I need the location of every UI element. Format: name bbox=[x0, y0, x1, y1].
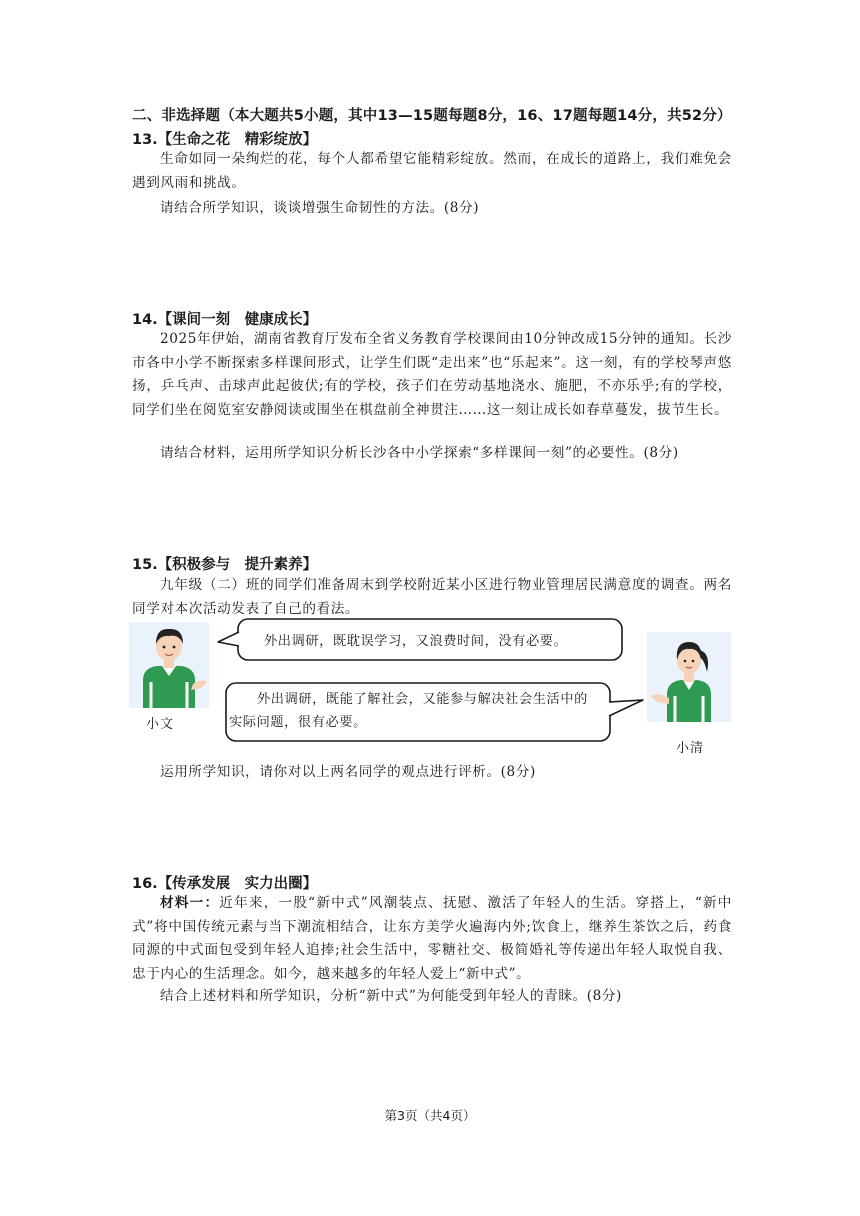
page-footer: 第3页（共4页） bbox=[384, 1108, 476, 1123]
question-16-prompt: 结合上述材料和所学知识，分析“新中式”为何能受到年轻人的青睐。(8分) bbox=[160, 988, 622, 1004]
question-16-title: 16.【传承发展 实力出圈】 bbox=[132, 876, 318, 892]
question-16-text bbox=[132, 892, 732, 986]
boy-illustration bbox=[129, 622, 209, 708]
speech-bubble-1-text: 外出调研，既耽误学习，又浪费时间，没有必要。 bbox=[264, 634, 568, 649]
speech-bubble-2-text: 外出调研，既能了解社会，又能参与解决社会生活中的实际问题，很有必要。 bbox=[229, 692, 588, 730]
question-15-text: 九年级（二）班的同学们准备周末到学校附近某小区进行物业管理居民满意度的调查。两名同学对本次活动发表了自己的看法。 bbox=[132, 577, 732, 617]
question-14-text: 2025年伊始，湖南省教育厅发布全省义务教育学校课间由10分钟改成15分钟的通知。长沙市各中小学不断探索多样课间形式，让学生们既“走出来”也“乐起来”。这一刻，有的学校琴声悠扬，乒乓声、击球声此起彼伏;有的学校，孩子们在劳动基地浇水、施肥，不亦乐乎;有的学校，同学们坐在阅览室安静阅读或围坐在棋盘前全神贯注……这一刻让成长如春草蔓发，拔节生长。 bbox=[132, 331, 732, 418]
material-one-label: 材料一： bbox=[160, 895, 220, 911]
question-13-prompt: 请结合所学知识，谈谈增强生命韧性的方法。(8分) bbox=[160, 200, 480, 216]
section-heading: 二、非选择题（本大题共5小题，其中13—15题每题8分，16、17题每题14分，共52分） bbox=[132, 108, 732, 124]
girl-illustration bbox=[647, 632, 731, 722]
question-15-prompt: 运用所学知识，请你对以上两名同学的观点进行评析。(8分) bbox=[160, 764, 536, 780]
question-14-title: 14.【课间一刻 健康成长】 bbox=[132, 312, 318, 328]
material-one-text: 近年来，一股“新中式”风潮装点、抚慰、激活了年轻人的生活。穿搭上，“新中式”将中国传统元素与当下潮流相结合，让东方美学火遍海内外;饮食上，继养生茶饮之后，药食同源的中式面包受到年轻人追捧;社会生活中，零糖社交、极简婚礼等传递出年轻人取悦自我、忠于内心的生活理念。如今，越来越多的年轻人爱上“新中式”。 bbox=[132, 895, 732, 982]
label-xiaoqing: 小清 bbox=[676, 741, 705, 756]
question-13-text: 生命如同一朵绚烂的花，每个人都希望它能精彩绽放。然而，在成长的道路上，我们难免会遇到风雨和挑战。 bbox=[132, 151, 732, 191]
speech-bubble-xiaowen bbox=[216, 618, 624, 662]
question-15-title: 15.【积极参与 提升素养】 bbox=[132, 557, 318, 573]
speech-bubble-xiaoqing bbox=[225, 682, 645, 742]
question-13-title: 13.【生命之花 精彩绽放】 bbox=[132, 132, 318, 148]
label-xiaowen: 小文 bbox=[146, 717, 175, 732]
question-14-prompt: 请结合材料，运用所学知识分析长沙各中小学探索“多样课间一刻”的必要性。(8分) bbox=[160, 445, 679, 461]
